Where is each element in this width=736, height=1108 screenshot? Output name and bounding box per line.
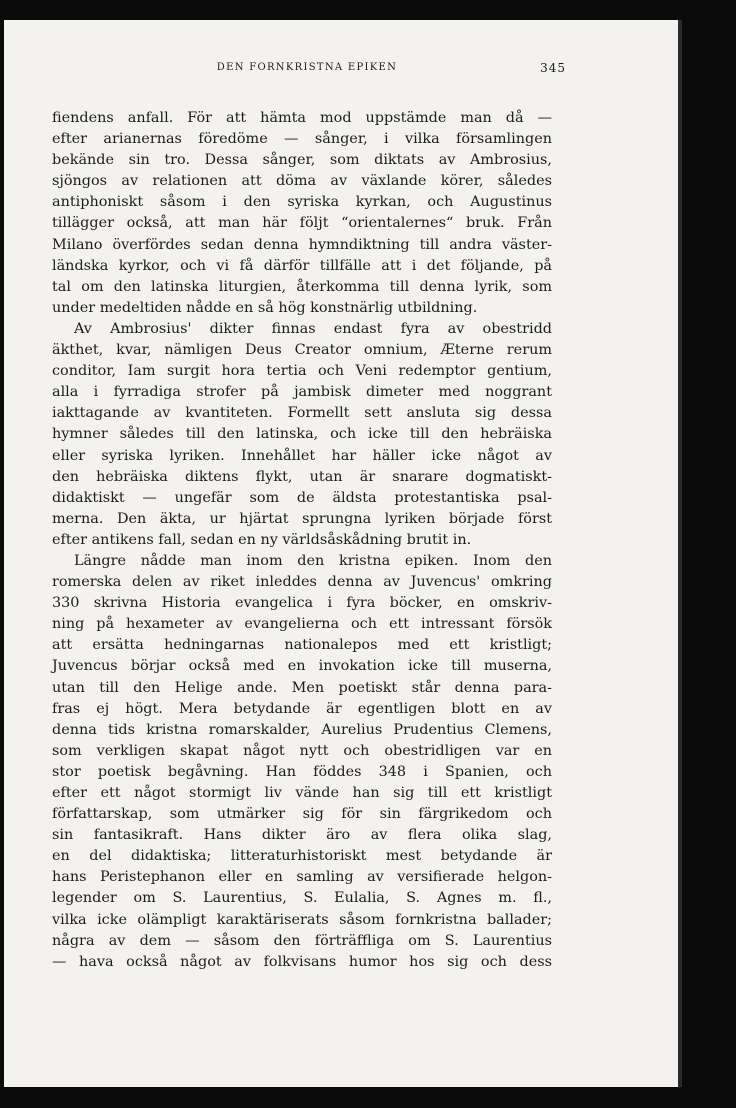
- text-line: conditor, Iam surgit hora tertia och Veni redemptor gentium,: [52, 363, 552, 380]
- text-line: Av Ambrosius' dikter finnas endast fyra av obestridd: [74, 320, 552, 337]
- text-line: den hebräiska diktens flykt, utan är snarare dogmatiskt-: [52, 468, 552, 485]
- text-line: merna. Den äkta, ur hjärtat sprungna lyriken började först: [52, 510, 552, 527]
- text-line: fiendens anfall. För att hämta mod uppstämde man då —: [52, 110, 552, 126]
- page-edge: [678, 20, 682, 1087]
- text-line: Juvencus börjar också med en invokation icke till muserna,: [52, 658, 552, 675]
- text-line: alla i fyrradiga strofer på jambisk dimeter med noggrant: [52, 384, 552, 401]
- text-line: Milano överfördes sedan denna hymndiktning till andra väster-: [52, 236, 552, 253]
- text-line: ning på hexameter av evangelierna och ett intressant försök: [52, 616, 552, 633]
- text-line: vilka icke olämpligt karaktäriserats såsom fornkristna ballader;: [52, 911, 552, 928]
- text-line: hans Peristephanon eller en samling av versifierade helgon-: [52, 869, 552, 886]
- text-line: fras ej högt. Mera betydande är egentligen blott en av: [52, 700, 552, 717]
- text-line: eller syriska lyriken. Innehållet har häller icke något av: [52, 447, 552, 464]
- text-line: romerska delen av riket inleddes denna av Juvencus' omkring: [52, 574, 552, 591]
- page-header: [48, 62, 566, 78]
- body-text: [52, 108, 552, 973]
- text-line: 330 skrivna Historia evangelica i fyra böcker, en omskriv-: [52, 595, 552, 612]
- text-line: efter arianernas föredöme — sånger, i vilka församlingen: [52, 131, 552, 148]
- text-line: utan till den Helige ande. Men poetiskt står denna para-: [52, 679, 552, 696]
- text-line: sin fantasikraft. Hans dikter äro av flera olika slag,: [52, 827, 552, 844]
- text-line: som verkligen skapat något nytt och obestridligen var en: [52, 742, 552, 759]
- text-line: äkthet, kvar, nämligen Deus Creator omnium, Æterne rerum: [52, 342, 552, 359]
- text-line: Längre nådde man inom den kristna epiken. Inom den: [74, 552, 552, 569]
- text-line: tal om den latinska liturgien, återkomma till denna lyrik, som: [52, 278, 552, 295]
- text-line: hymner således till den latinska, och icke till den hebräiska: [52, 426, 552, 443]
- text-line: att ersätta hedningarnas nationalepos med ett kristligt;: [52, 637, 552, 654]
- text-line: en del didaktiska; litteraturhistoriskt mest betydande är: [52, 848, 552, 865]
- text-line: didaktiskt — ungefär som de äldsta protestantiska psal-: [52, 489, 552, 506]
- text-line: sjöngos av relationen att döma av växlande körer, således: [52, 173, 552, 190]
- text-line: under medeltiden nådde en så hög konstnärlig utbildning.: [52, 299, 478, 316]
- page-number: 345: [540, 61, 566, 75]
- text-line: — hava också något av folkvisans humor hos sig och dess: [52, 953, 552, 970]
- text-line: antiphoniskt såsom i den syriska kyrkan, och Augustinus: [52, 194, 552, 211]
- text-line: efter ett något stormigt liv vände han sig till ett kristligt: [52, 785, 552, 801]
- text-line: stor poetisk begåvning. Han föddes 348 i Spanien, och: [52, 763, 552, 780]
- text-line: iakttagande av kvantiteten. Formellt sett ansluta sig dessa: [52, 405, 552, 422]
- text-line: några av dem — såsom den förträffliga om S. Laurentius: [52, 932, 552, 949]
- text-line: efter antikens fall, sedan en ny världsåskådning brutit in.: [52, 531, 472, 548]
- text-line: författarskap, som utmärker sig för sin färgrikedom och: [52, 806, 552, 823]
- text-line: tillägger också, att man här följt “orientalernes“ bruk. Från: [52, 215, 552, 232]
- text-line: bekände sin tro. Dessa sånger, som diktats av Ambrosius,: [52, 152, 552, 169]
- text-line: ländska kyrkor, och vi få därför tillfälle att i det följande, på: [52, 257, 552, 274]
- running-title: DEN FORNKRISTNA EPIKEN: [216, 62, 398, 73]
- text-line: legender om S. Laurentius, S. Eulalia, S. Agnes m. fl.,: [52, 890, 552, 907]
- text-line: denna tids kristna romarskalder, Aurelius Prudentius Clemens,: [52, 721, 552, 738]
